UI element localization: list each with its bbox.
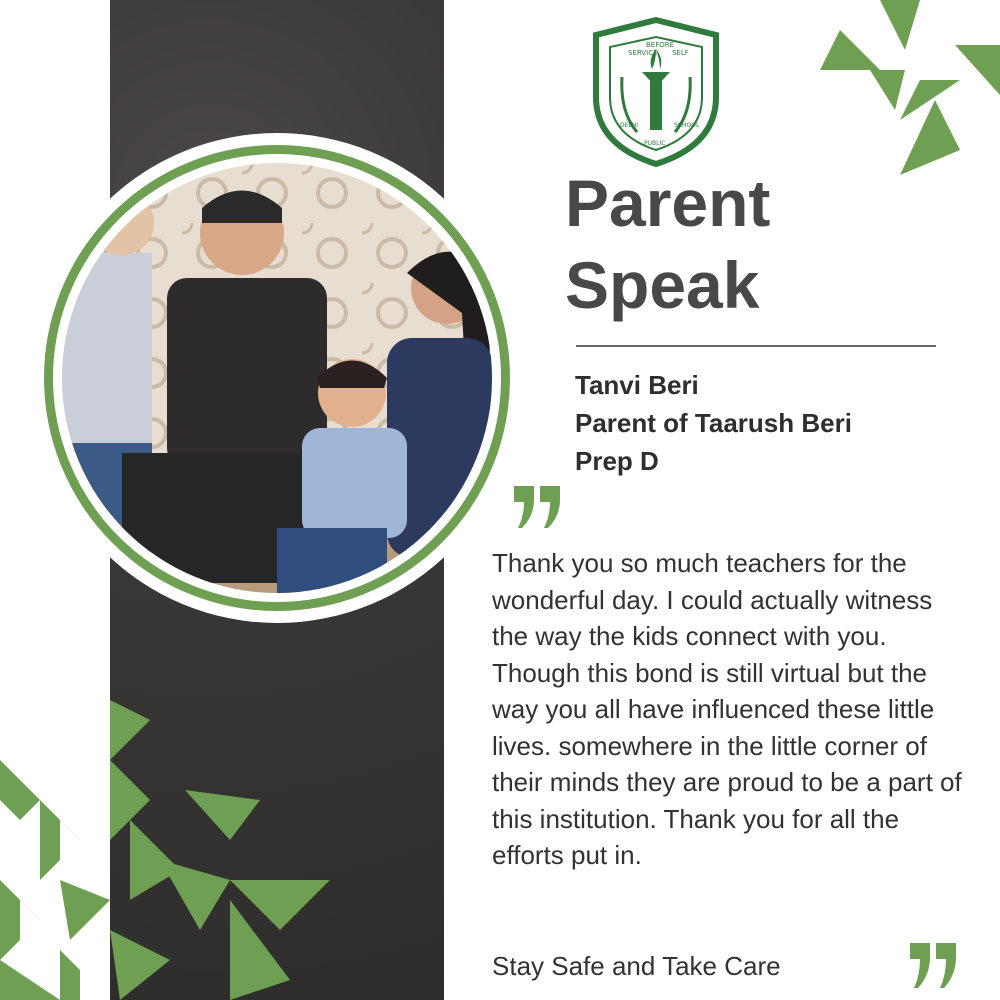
closing-line: Stay Safe and Take Care <box>492 951 781 981</box>
logo-word-service: SERVICE <box>628 49 658 57</box>
school-logo <box>592 17 720 167</box>
parent-info <box>575 366 852 480</box>
family-photo <box>62 163 492 593</box>
title-line-2: Speak <box>565 248 760 322</box>
logo-word-before: BEFORE <box>646 41 675 49</box>
parent-name: Tanvi Beri <box>575 370 699 400</box>
parent-relation: Parent of Taarush Beri <box>575 408 852 438</box>
logo-word-self: SELF <box>672 49 689 57</box>
testimonial-message: Thank you so much teachers for the wonderful day. I could actually witness the way the kids connect with you. Though this bond is still virtual but the way you all have influenced these little lives. somewhere in the little corner of their minds they are proud to be a part of this institution. Thank you for all the efforts put in. <box>492 548 962 870</box>
quote-open-icon <box>512 486 564 528</box>
family-photo-illustration <box>62 163 492 593</box>
student-class: Prep D <box>575 446 659 476</box>
logo-word-school: SCHOOL <box>674 122 700 129</box>
quote-close-icon <box>908 943 960 988</box>
divider <box>576 345 936 347</box>
page-title <box>565 162 865 326</box>
logo-word-delhi: DELHI <box>620 122 639 129</box>
logo-word-public: PUBLIC <box>644 140 666 147</box>
title-line-1: Parent <box>565 166 771 240</box>
